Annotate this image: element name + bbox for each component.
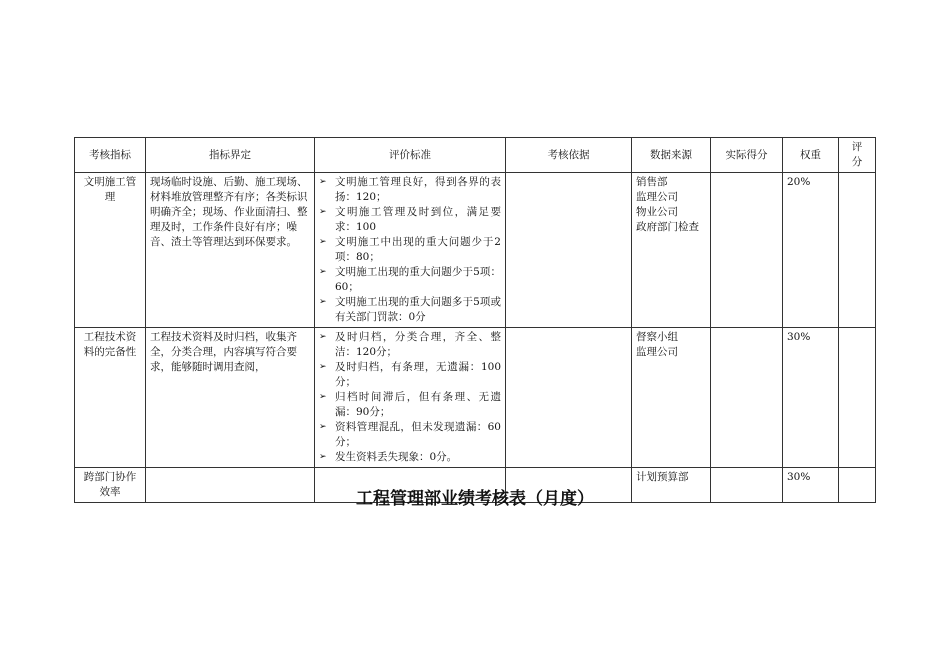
weight-cell: 30% xyxy=(783,328,839,468)
standard-item: ➢ 文明施工管理及时到位，满足要求：100 xyxy=(319,206,501,233)
basis-cell xyxy=(506,173,632,328)
standard-item: ➢ 发生资料丢失现象：0分。 xyxy=(319,451,458,463)
arrowhead-bullet-icon: ➢ xyxy=(319,452,327,462)
standard-item: ➢ 文明施工出现的重大问题少于5项：60； xyxy=(319,266,501,293)
indicator-cell: 文明施工管理 xyxy=(75,173,146,328)
header-basis: 考核依据 xyxy=(506,138,632,173)
weight-cell: 20% xyxy=(783,173,839,328)
definition-cell: 现场临时设施、后勤、施工现场、材料堆放管理整齐有序；各类标识明确齐全；现场、作业面清扫、整理及时，工作条件良好有序；噪音、渣土等管理达到环保要求。 xyxy=(146,173,315,328)
source-item: 政府部门检查 xyxy=(636,221,699,233)
standard-item: ➢ 文明施工管理良好，得到各界的表扬：120； xyxy=(319,176,501,203)
standard-item: ➢ 及时归档，分类合理，齐全、整洁：120分； xyxy=(319,331,501,358)
standard-cell xyxy=(315,328,506,468)
header-definition: 指标界定 xyxy=(146,138,315,173)
source-item: 监理公司 xyxy=(636,346,678,358)
standard-item: ➢ 文明施工出现的重大问题多于5项或有关部门罚款：0分 xyxy=(319,296,501,323)
arrowhead-bullet-icon: ➢ xyxy=(319,392,327,402)
source-cell xyxy=(632,173,711,328)
header-weight: 权重 xyxy=(783,138,839,173)
header-score xyxy=(839,138,876,173)
source-item: 督察小组 xyxy=(636,331,678,343)
page-title: 工程管理部业绩考核表（月度） xyxy=(356,489,594,509)
score-cell xyxy=(839,173,876,328)
standard-item: ➢ 归档时间滞后，但有条理、无遗漏：90分； xyxy=(319,391,501,418)
actual-cell xyxy=(711,173,783,328)
header-indicator: 考核指标 xyxy=(75,138,146,173)
arrowhead-bullet-icon: ➢ xyxy=(319,177,327,187)
header-row xyxy=(75,138,876,173)
standard-item: ➢ 资料管理混乱，但未发现遗漏：60分； xyxy=(319,421,501,448)
source-item: 计划预算部 xyxy=(636,471,689,483)
definition-cell: 工程技术资料及时归档，收集齐全，分类合理，内容填写符合要求，能够随时调用查阅， xyxy=(146,328,315,468)
source-item: 监理公司 xyxy=(636,191,678,203)
arrowhead-bullet-icon: ➢ xyxy=(319,422,327,432)
score-cell xyxy=(839,328,876,468)
indicator-cell: 跨部门协作效率 xyxy=(75,468,146,503)
source-cell xyxy=(632,328,711,468)
arrowhead-bullet-icon: ➢ xyxy=(319,297,327,307)
header-source: 数据来源 xyxy=(632,138,711,173)
basis-cell xyxy=(506,328,632,468)
source-item: 物业公司 xyxy=(636,206,678,218)
table-row xyxy=(75,328,876,468)
arrowhead-bullet-icon: ➢ xyxy=(319,237,327,247)
arrowhead-bullet-icon: ➢ xyxy=(319,332,327,342)
header-standard: 评价标准 xyxy=(315,138,506,173)
arrowhead-bullet-icon: ➢ xyxy=(319,207,327,217)
weight-cell: 30% xyxy=(783,468,839,503)
standard-item: ➢ 文明施工中出现的重大问题少于2项：80； xyxy=(319,236,501,263)
table-row xyxy=(75,173,876,328)
indicator-cell: 工程技术资料的完备性 xyxy=(75,328,146,468)
header-score-line2: 分 xyxy=(851,156,863,168)
header-actual: 实际得分 xyxy=(711,138,783,173)
actual-cell xyxy=(711,328,783,468)
arrowhead-bullet-icon: ➢ xyxy=(319,362,327,372)
standard-cell xyxy=(315,173,506,328)
arrowhead-bullet-icon: ➢ xyxy=(319,267,327,277)
source-item: 销售部 xyxy=(636,176,668,188)
header-score-line1: 评 xyxy=(851,141,863,153)
standard-item: ➢ 及时归档，有条理，无遗漏：100分； xyxy=(319,361,501,388)
kpi-table xyxy=(74,137,876,503)
